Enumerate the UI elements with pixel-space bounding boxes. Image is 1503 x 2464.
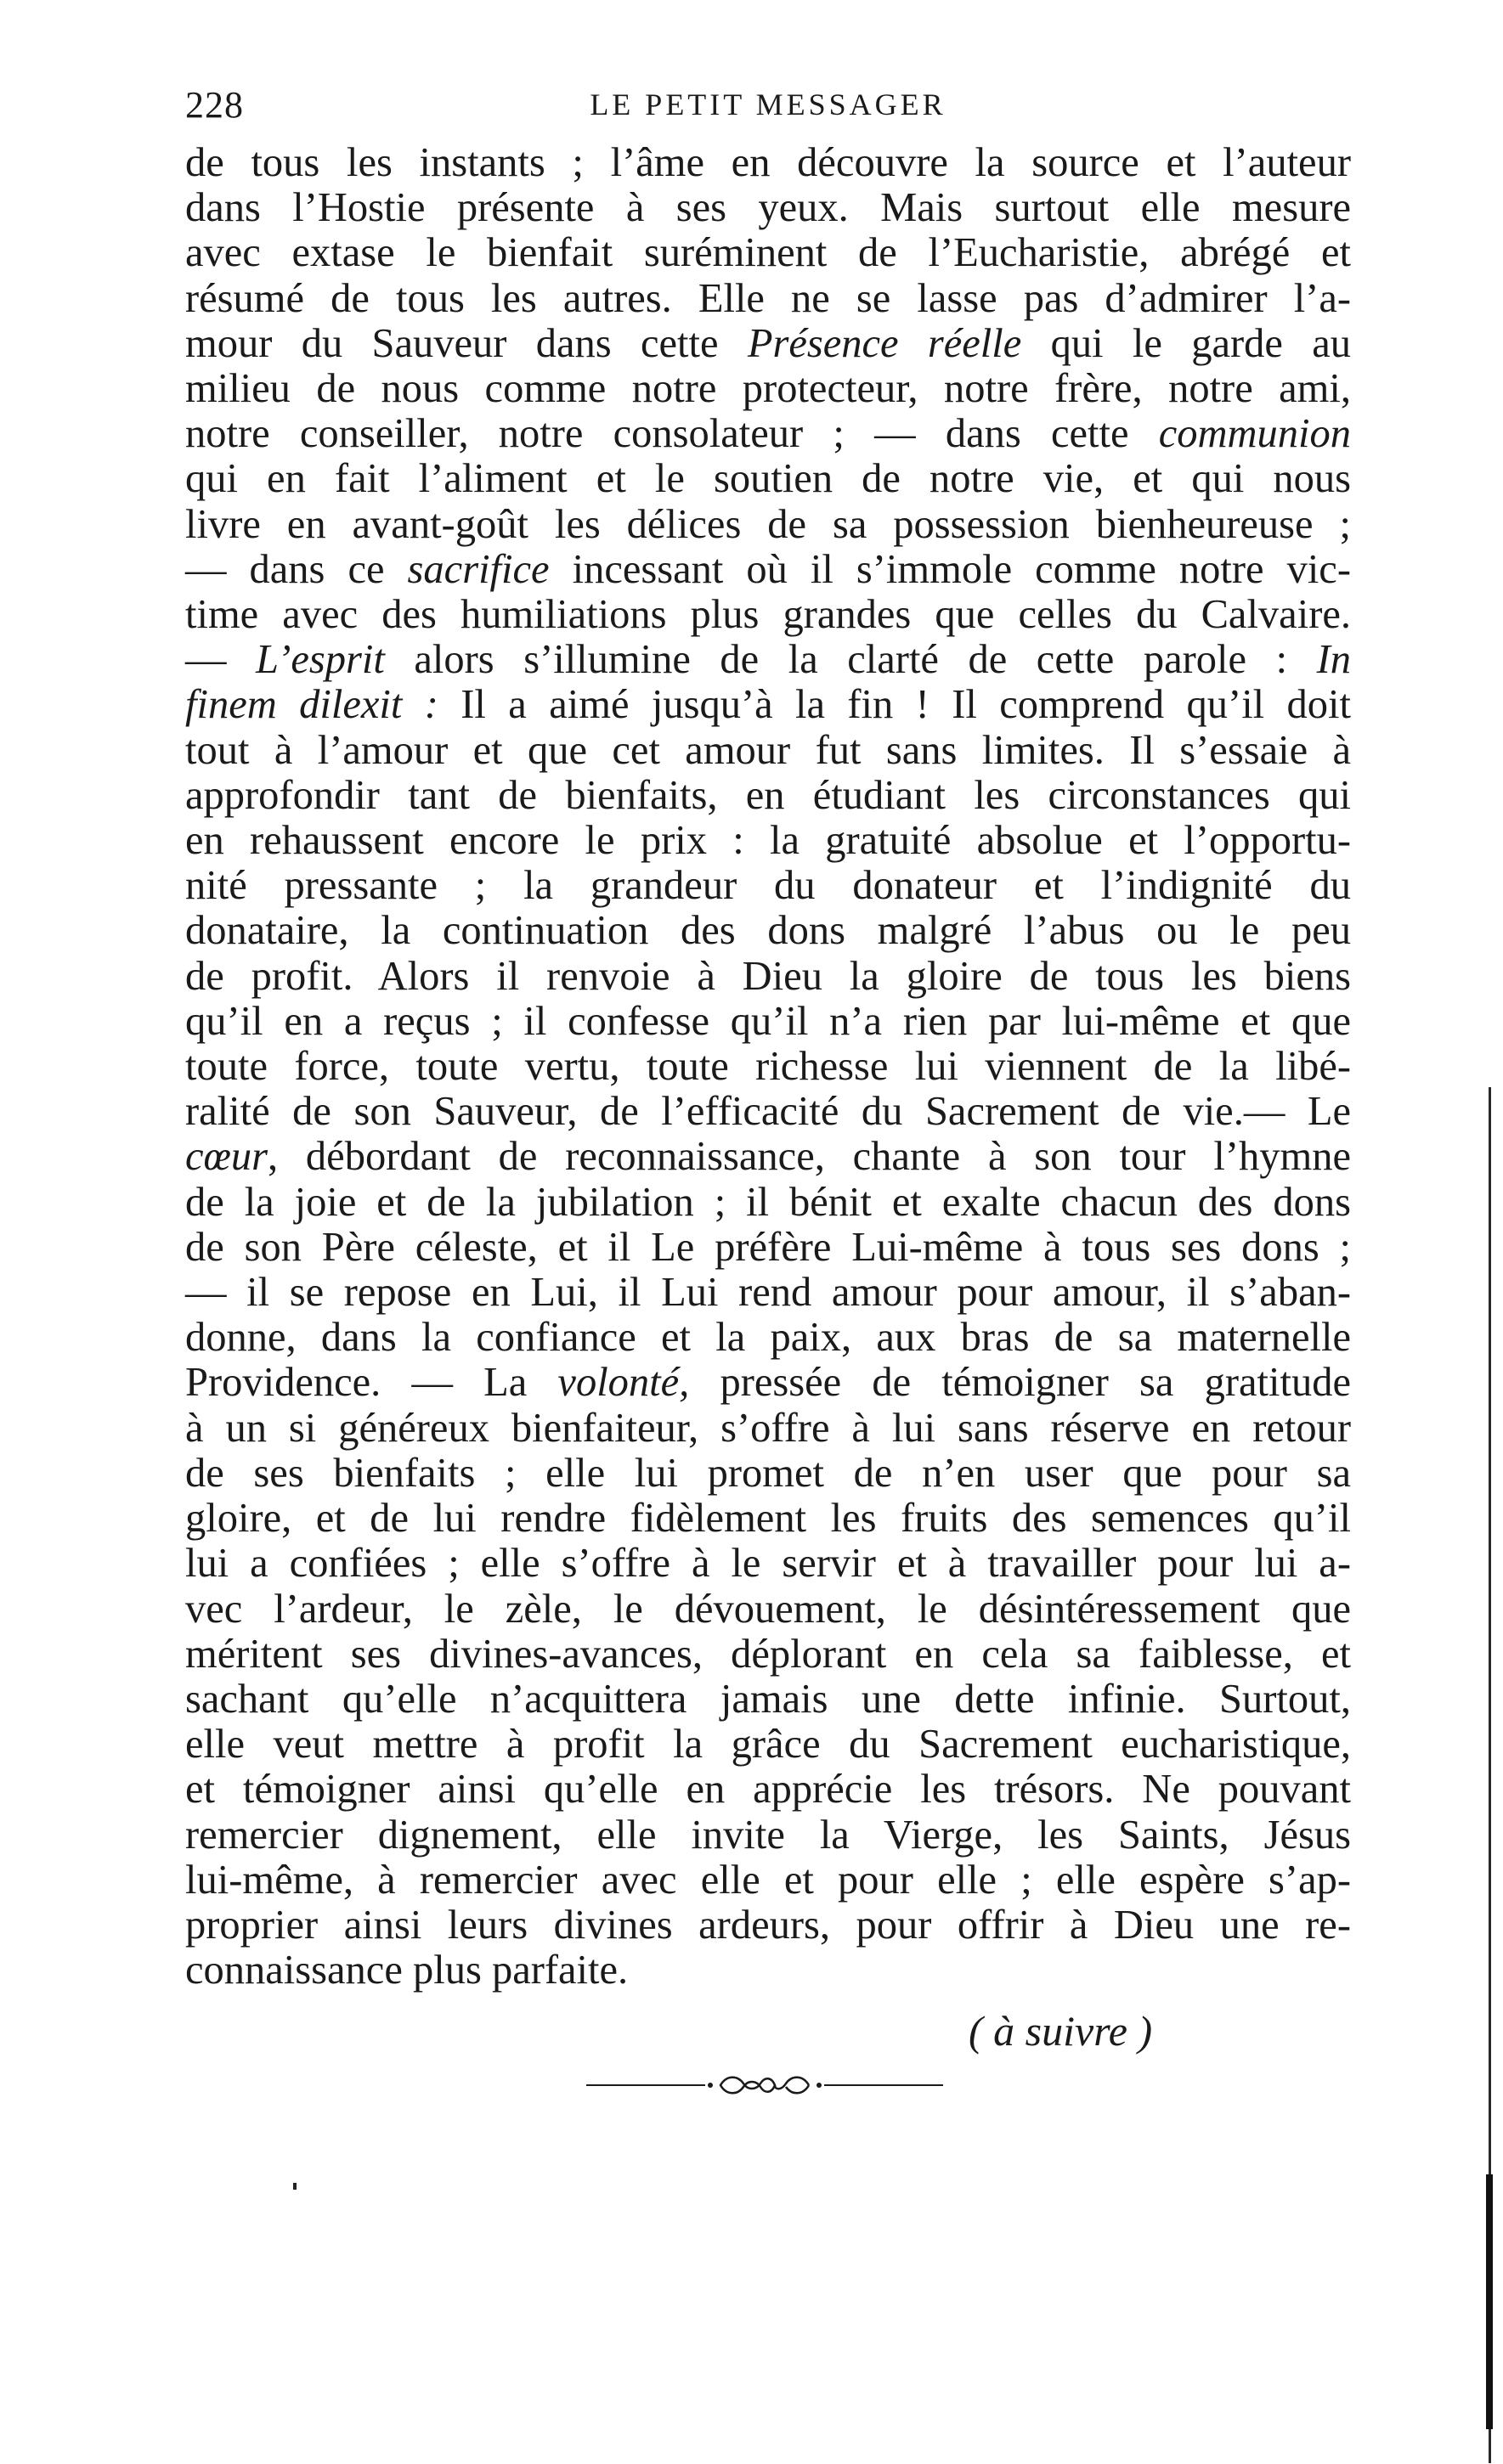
text-line: résumé de tous les autres. Elle ne se lasse pas d’admirer l’a- bbox=[185, 275, 1351, 321]
text-line: de la joie et de la jubilation ; il bénit et exalte chacun des dons bbox=[185, 1179, 1351, 1225]
italic-run: finem dilexit : bbox=[185, 682, 438, 728]
text-run: Il a aimé jusqu’à la fin ! Il comprend qu’il doit bbox=[438, 682, 1351, 728]
text-run: mour du Sauveur dans cette bbox=[185, 320, 748, 366]
italic-run: communion bbox=[1158, 411, 1351, 457]
running-title: LE PETIT MESSAGER bbox=[590, 87, 946, 121]
text-line: lui a confiées ; elle s’offre à le servir et à travailler pour lui a- bbox=[185, 1541, 1351, 1587]
text-line: approfondir tant de bienfaits, en étudiant les circonstances qui bbox=[185, 772, 1351, 818]
text-line: dans l’Hostie présente à ses yeux. Mais surtout elle mesure bbox=[185, 185, 1351, 231]
text-run: — dans ce bbox=[185, 546, 408, 592]
text-line: à un si généreux bienfaiteur, s’offre à lui sans réserve en retour bbox=[185, 1405, 1351, 1451]
to-be-continued: ( à suivre ) bbox=[969, 2007, 1153, 2055]
text-line: donne, dans la confiance et la paix, aux bras de sa maternelle bbox=[185, 1315, 1351, 1361]
italic-run: volonté, bbox=[557, 1360, 690, 1406]
text-line: connaissance plus parfaite. bbox=[185, 1948, 629, 1993]
italic-run: Présence réelle bbox=[747, 320, 1022, 366]
text-run: , débordant de reconnaissance, chante à son tour l’hymne bbox=[268, 1134, 1351, 1180]
text-line: elle veut mettre à profit la grâce du Sacrement eucharistique, bbox=[185, 1722, 1351, 1768]
text-line: gloire, et de lui rendre fidèlement les fruits des semences qu’il bbox=[185, 1496, 1351, 1542]
text-line bbox=[185, 321, 1351, 366]
text-line bbox=[185, 682, 1351, 727]
text-run: incessant où il s’immole comme notre vic- bbox=[549, 546, 1351, 592]
text-line bbox=[185, 547, 1351, 592]
italic-run: sacrifice bbox=[407, 546, 550, 592]
text-line: en rehaussent encore le prix : la gratuité absolue et l’opportu- bbox=[185, 818, 1351, 864]
text-line: ralité de son Sauveur, de l’efficacité du Sacrement de vie.— Le bbox=[185, 1089, 1351, 1135]
text-line: livre en avant-goût les délices de sa possession bienheureuse ; bbox=[185, 501, 1351, 547]
text-run: alors s’illumine de la clarté de cette parole : bbox=[384, 637, 1317, 683]
text-run: notre conseiller, notre consolateur ; — dans cette bbox=[185, 411, 1159, 457]
text-line: avec extase le bienfait suréminent de l’Eucharistie, abrégé et bbox=[185, 230, 1351, 276]
text-line: lui-même, à remercier avec elle et pour elle ; elle espère s’ap- bbox=[185, 1857, 1351, 1903]
text-run: — bbox=[185, 637, 257, 683]
text-run: Providence. — La bbox=[185, 1360, 558, 1406]
italic-run: In bbox=[1316, 637, 1352, 683]
text-line: de profit. Alors il renvoie à Dieu la gloire de tous les biens bbox=[185, 953, 1351, 999]
text-line: de ses bienfaits ; elle lui promet de n’en user que pour sa bbox=[185, 1450, 1351, 1496]
text-line: vec l’ardeur, le zèle, le dévouement, le désintéressement que bbox=[185, 1586, 1351, 1632]
body-text bbox=[185, 140, 1351, 1993]
text-line: de tous les instants ; l’âme en découvre la source et l’auteur bbox=[185, 140, 1351, 185]
text-line: qu’il en a reçus ; il confesse qu’il n’a rien par lui-même et que bbox=[185, 998, 1351, 1044]
text-line: remercier dignement, elle invite la Vierge, les Saints, Jésus bbox=[185, 1812, 1351, 1858]
text-line bbox=[185, 637, 1351, 682]
text-line: sachant qu’elle n’acquittera jamais une dette infinie. Surtout, bbox=[185, 1676, 1351, 1722]
page-number: 228 bbox=[185, 84, 244, 126]
text-run: pressée de témoigner sa gratitude bbox=[689, 1360, 1351, 1406]
text-line bbox=[185, 1134, 1351, 1179]
text-line: donataire, la continuation des dons malgré l’abus ou le peu bbox=[185, 908, 1351, 954]
page-header bbox=[185, 83, 1351, 134]
print-speck bbox=[293, 2183, 297, 2190]
text-line: nité pressante ; la grandeur du donateur et l’indignité du bbox=[185, 863, 1351, 909]
text-line: toute force, toute vertu, toute richesse lui viennent de la libé- bbox=[185, 1044, 1351, 1090]
text-line: milieu de nous comme notre protecteur, notre frère, notre ami, bbox=[185, 366, 1351, 412]
text-run: qui le garde au bbox=[1021, 320, 1351, 366]
page-edge-shadow-dark bbox=[1486, 2174, 1493, 2429]
italic-run: cœur bbox=[185, 1134, 268, 1180]
text-line: time avec des humiliations plus grandes que celles du Calvaire. bbox=[185, 592, 1351, 638]
text-line: tout à l’amour et que cet amour fut sans limites. Il s’essaie à bbox=[185, 727, 1351, 773]
text-line: qui en fait l’aliment et le soutien de notre vie, et qui nous bbox=[185, 456, 1351, 502]
text-line bbox=[185, 411, 1351, 456]
italic-run: L’esprit bbox=[256, 637, 385, 683]
text-line: proprier ainsi leurs divines ardeurs, pour offrir à Dieu une re- bbox=[185, 1902, 1351, 1948]
text-line bbox=[185, 1360, 1351, 1405]
text-line: et témoigner ainsi qu’elle en apprécie les trésors. Ne pouvant bbox=[185, 1767, 1351, 1813]
ornament-divider-icon bbox=[586, 2068, 943, 2102]
text-line: méritent ses divines-avances, déplorant en cela sa faiblesse, et bbox=[185, 1631, 1351, 1677]
text-line: de son Père céleste, et il Le préfère Lui-même à tous ses dons ; bbox=[185, 1224, 1351, 1270]
text-line: — il se repose en Lui, il Lui rend amour pour amour, il s’aban- bbox=[185, 1270, 1351, 1316]
